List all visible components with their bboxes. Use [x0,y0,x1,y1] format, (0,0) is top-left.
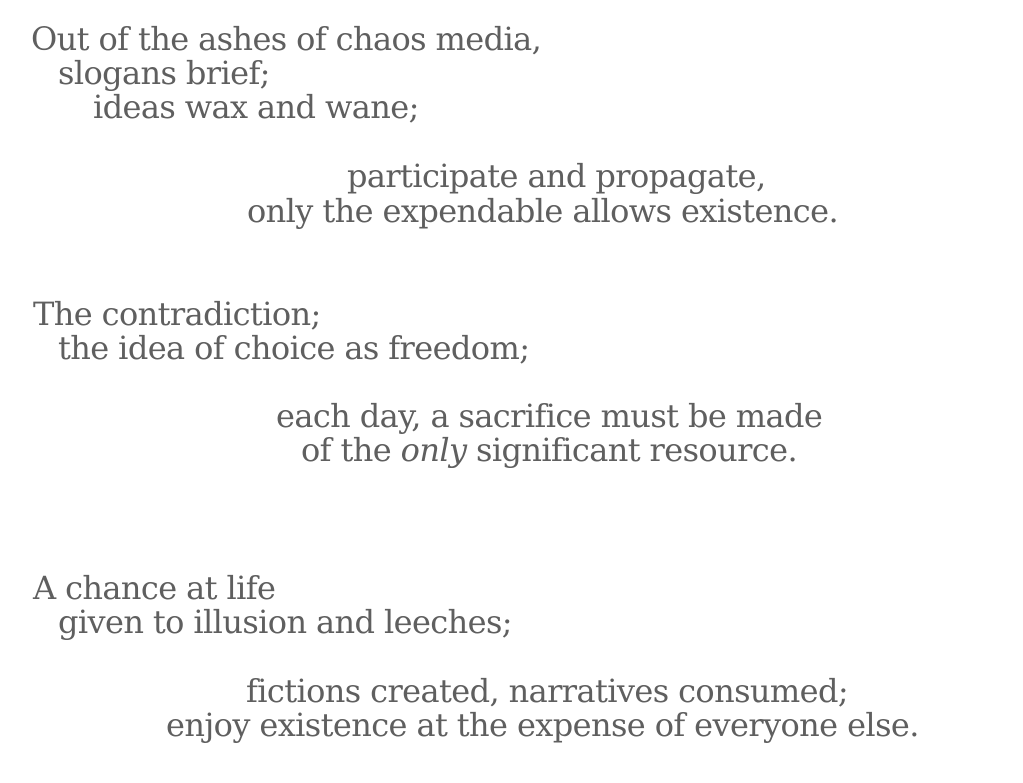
stanza2-refrain-1: each day, a sacrifice must be made [276,397,823,435]
emphasized-word: only [400,431,467,469]
stanza3-refrain-2: enjoy existence at the expense of everyone else. [166,706,919,744]
stanza1-refrain-2: only the expendable allows existence. [247,192,839,230]
stanza3-refrain-1: fictions created, narratives consumed; [246,672,849,710]
stanza3-line-1: A chance at life [33,569,276,607]
stanza1-refrain-1: participate and propagate, [347,157,766,195]
stanza2-line-2: the idea of choice as freedom; [58,329,530,367]
stanza1-line-2: slogans brief; [58,54,270,92]
refrain-after-text: significant resource. [476,431,798,469]
stanza1-line-1: Out of the ashes of chaos media, [31,20,542,58]
stanza1-line-3: ideas wax and wane; [93,88,419,126]
stanza2-refrain-2 [301,432,797,468]
refrain-before-text: of the [301,431,392,469]
stanza3-line-2: given to illusion and leeches; [58,603,512,641]
stanza2-line-1: The contradiction; [33,295,321,333]
